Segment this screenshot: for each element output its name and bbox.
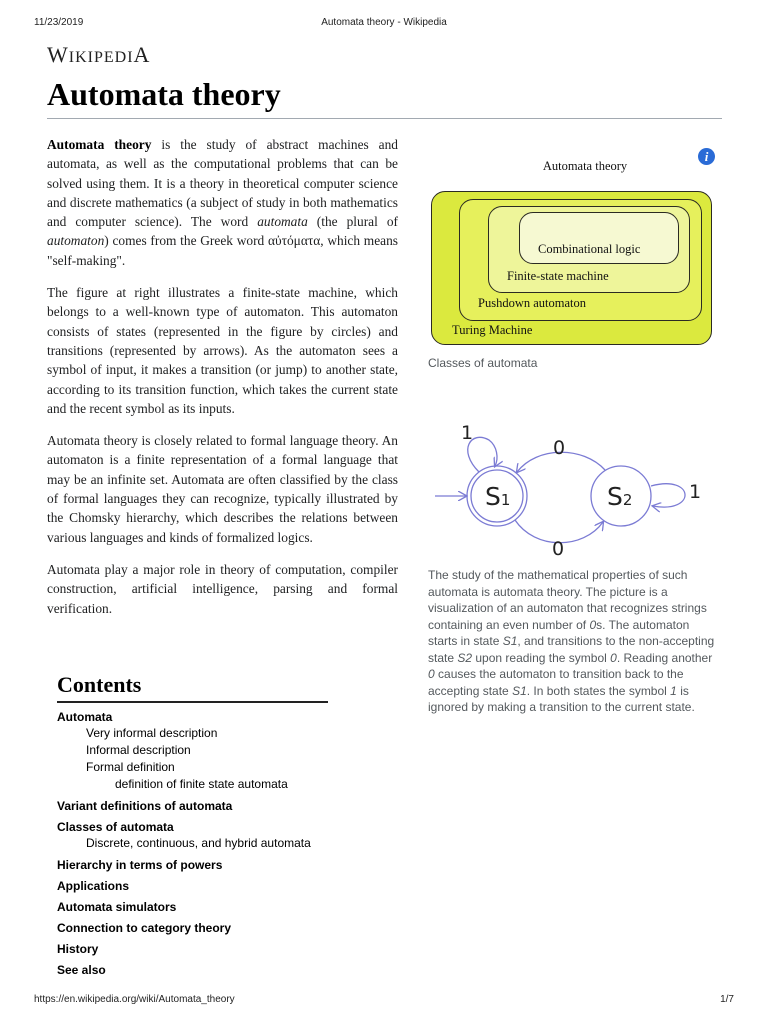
toc-item-automata[interactable]: Automata xyxy=(57,710,113,724)
dfa-caption-d: upon reading the symbol xyxy=(472,650,611,665)
article-paragraph-intro xyxy=(47,135,398,270)
wordmark-last: A xyxy=(133,42,151,67)
intro-em-automata: automata xyxy=(257,214,308,230)
classes-caption: Classes of automata xyxy=(428,356,538,370)
dfa-caption xyxy=(428,567,718,716)
page-title: Automata theory xyxy=(47,76,281,112)
toc-item-automata-simulators[interactable]: Automata simulators xyxy=(57,900,177,914)
transition-s1-to-s2-label: 0 xyxy=(552,538,565,560)
dfa-caption-i2: S1 xyxy=(502,634,518,648)
wordmark-first: W xyxy=(47,42,69,67)
class-label-fsm: Finite-state machine xyxy=(507,269,609,283)
toc-item-formal-definition[interactable]: Formal definition xyxy=(86,760,175,774)
toc-item-informal-description[interactable]: Informal description xyxy=(86,743,191,757)
dfa-caption-g: . In both states the symbol xyxy=(526,683,671,698)
state-s1-sub: 1 xyxy=(500,491,511,509)
toc-item-very-informal-description[interactable]: Very informal description xyxy=(86,726,218,740)
contents-heading: Contents xyxy=(57,672,142,697)
self-loop-s2-label: 1 xyxy=(689,481,702,503)
print-page-number: 1/7 xyxy=(720,994,734,1005)
wikipedia-wordmark[interactable] xyxy=(47,42,150,68)
toc-item-discrete-continuous-hybrid[interactable]: Discrete, continuous, and hybrid automata xyxy=(86,836,311,850)
dfa-caption-i5: 0 xyxy=(428,667,435,681)
toc-item-applications[interactable]: Applications xyxy=(57,879,130,893)
dfa-caption-c: , and transitions to the non-accepting state xyxy=(428,634,715,665)
article-paragraph-applications: Automata play a major role in theory of computation, compiler construction, artificial intelligence, parsing and formal verification. xyxy=(47,561,398,616)
article-paragraph-formal-language: Automata theory is closely related to formal language theory. An automaton is a finite representation of a formal language that may be an infinite set. Automata are often classified by the class of formal languages they can recognize, typically illustrated by the Chomsky hierarchy, which describes the relations between various languages and kinds of formalized logics. xyxy=(47,433,398,545)
dfa-caption-i1: 0 xyxy=(589,617,597,632)
dfa-caption-f: causes the automaton to transition back to the accepting state xyxy=(428,667,684,698)
state-s2-main: S xyxy=(607,482,623,511)
class-label-pushdown: Pushdown automaton xyxy=(478,296,586,310)
intro-text-b: (the plural of xyxy=(307,214,398,230)
toc-item-variant-definitions[interactable]: Variant definitions of automata xyxy=(57,799,233,813)
info-icon[interactable]: i xyxy=(698,148,715,165)
self-loop-s1-label: 1 xyxy=(461,422,474,444)
dfa-caption-h: is ignored by making a transition to the current state. xyxy=(428,683,695,714)
article-paragraph-figure: The figure at right illustrates a finite-state machine, which belongs to a well-known type of automaton. This automaton consists of states (represented in the figure by circles) and transitions (represented by arrows). As the automaton sees a symbol of input, it makes a transition (or jump) to another state, according to its transition function, which takes the current state and the recent symbol as its inputs. xyxy=(47,285,398,416)
dfa-caption-i7: 1 xyxy=(670,683,677,698)
wordmark-rest: IKIPEDI xyxy=(68,49,134,66)
class-label-combinational: Combinational logic xyxy=(538,242,641,256)
contents-divider xyxy=(57,701,328,703)
toc-item-category-theory[interactable]: Connection to category theory xyxy=(57,921,232,935)
infobox-title: Automata theory xyxy=(542,159,628,173)
contents-list xyxy=(57,709,311,978)
print-page-title: Automata theory - Wikipedia xyxy=(321,17,447,28)
toc-item-hierarchy-powers[interactable]: Hierarchy in terms of powers xyxy=(57,858,223,872)
toc-item-classes-of-automata[interactable]: Classes of automata xyxy=(57,820,174,834)
print-date: 11/23/2019 xyxy=(34,17,84,28)
toc-item-see-also[interactable]: See also xyxy=(57,963,106,977)
dfa-caption-b: s. The automaton starts in state xyxy=(428,617,690,648)
intro-em-automaton: automaton xyxy=(47,233,105,249)
state-s1-label xyxy=(485,482,510,511)
state-s2-sub: 2 xyxy=(622,491,633,509)
toc-item-definition-fsa[interactable]: definition of finite state automata xyxy=(115,777,288,791)
dfa-caption-e: . Reading another xyxy=(616,650,713,665)
self-loop-s2-arrow xyxy=(651,484,685,507)
intro-text-a: is the study of abstract machines and automata, as well as the computational problems that can be solved using them. It is a theory in theoretical computer science and discrete mathematics (a subject of study in both mathematics and computer science). The word xyxy=(47,137,398,230)
transition-s2-to-s1-label: 0 xyxy=(553,437,566,459)
intro-text-c: ) comes from the Greek word αὐτόματα, which means "self-making". xyxy=(47,233,398,268)
dfa-caption-i4: 0 xyxy=(610,650,617,665)
article-body xyxy=(47,135,398,631)
state-s2-label xyxy=(607,482,632,511)
class-box-combinational xyxy=(519,212,679,264)
intro-term: Automata theory xyxy=(47,137,152,152)
title-divider xyxy=(47,118,722,119)
dfa-caption-i3: S2 xyxy=(457,650,473,665)
dfa-caption-a: The study of the mathematical properties of such automata is automata theory. The picture is a visualization of an automaton that recognizes strings containing an even number of xyxy=(428,568,707,632)
state-s1-main: S xyxy=(485,482,501,511)
class-label-turing: Turing Machine xyxy=(452,323,533,337)
print-url[interactable]: https://en.wikipedia.org/wiki/Automata_theory xyxy=(34,994,235,1005)
toc-item-history[interactable]: History xyxy=(57,942,99,956)
dfa-caption-i6: S1 xyxy=(512,683,527,698)
dfa-diagram xyxy=(425,410,725,560)
